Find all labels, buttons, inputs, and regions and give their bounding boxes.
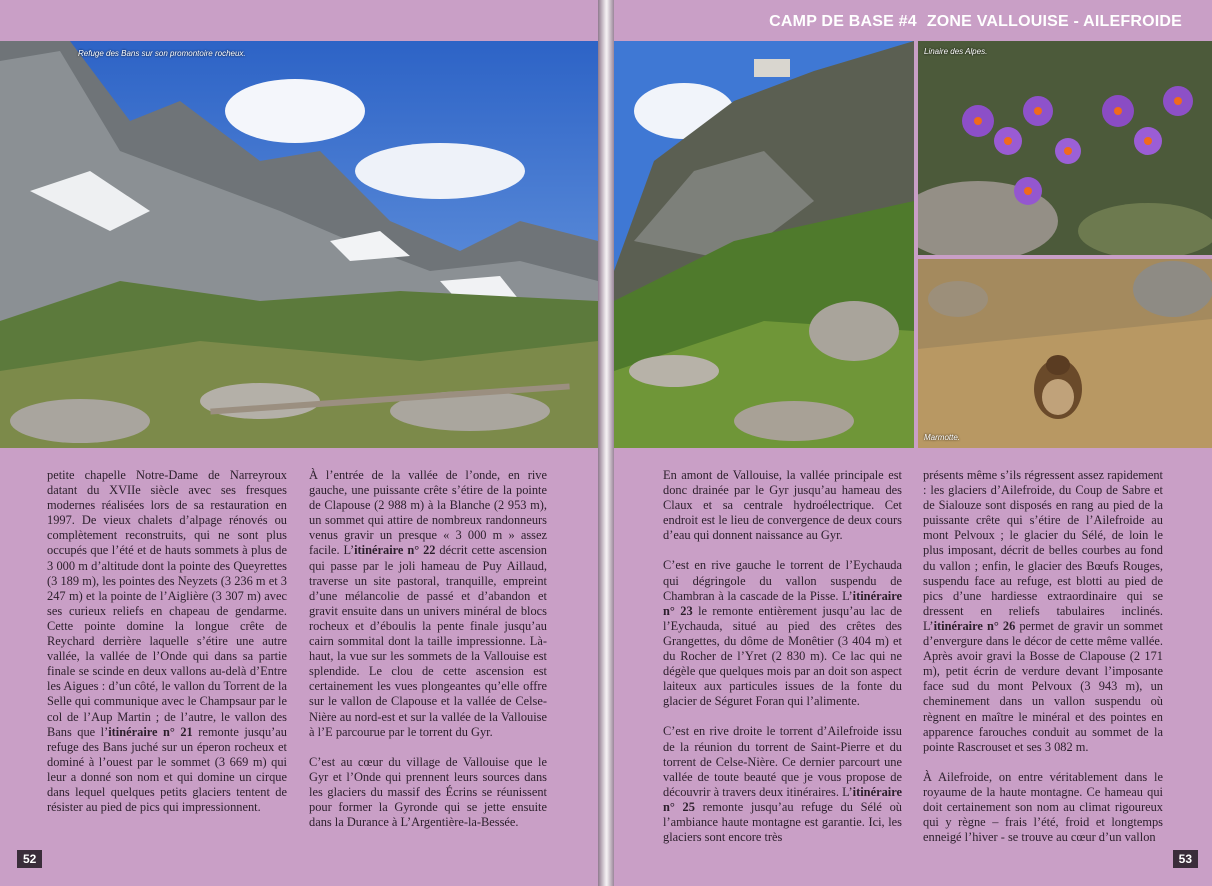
paragraph: remonte jusqu’au refuge du Sélé où l’ambiance haute montagne est garantie. Ici, les glaciers sont encore très [663,799,902,845]
section-header [769,0,1212,44]
mountain-photo-left [0,41,598,448]
text-column-1 [47,468,287,830]
paragraph: le remonte entièrement jusqu’au lac de l’Eychauda, situé au pied des crêtes des Grangettes, du dôme de Monêtier (3 404 m) et du Rocher de l’Yret (2 830 m). Ce lac qui ne dégèle que quelques mois par an doit son aspect laiteux aux particules issues de la fonte du glacier de Séguret Foran qui l’alimente. [663,603,902,709]
marmot-photo [918,259,1212,448]
photo-caption: Linaire des Alpes. [924,47,988,56]
itinerary-ref: itinéraire n° 22 [354,543,436,558]
photo-caption: Refuge des Bans sur son promontoire rocheux. [78,49,246,58]
zone-title: ZONE VALLOUISE - AILEFROIDE [926,13,1182,30]
right-page [614,0,1212,886]
paragraph: À Ailefroide, on entre véritablement dans le royaume de la haute montagne. Ce hameau qui doit certainement son nom au climat rigoureux qui y règne – frais l’été, froid et longtemps enneigé l’hiver - se trouve au cœur d’un vallon [923,769,1163,845]
text-column-4 [923,468,1163,860]
mountain-photo-right [614,41,914,448]
paragraph: petite chapelle Notre-Dame de Narreyroux datant du XVIIe siècle avec ses fresques modernes réalisées lors de sa restauration en 1997. De vieux chalets d’alpage rénovés ou complètement reconstruits, qui ne sont plus occupés que l’été et de hauts sommets à plus de 3 000 m d’altitude dont la pointe des Queyrettes (3 189 m), les pointes des Neyzets (3 236 m et 3 247 m) et la pointe de l’Aiglière (3 307 m) avec ses curieux reliefs en chapeau de gendarme. Cette pointe domine la longue crête de Reychard derrière laquelle s’étire une autre vallée, la vallée de l’Onde qui dans sa partie finale se scinde en deux vallons au-delà d’Entre les Aigues : d’un côté, le vallon du Torrent de la Selle qui communique avec le Champsaur par le col de l’Aup Martin ; de l’autre, le vallon des Bans que l’ [47,468,287,739]
itinerary-ref: itinéraire n° 23 [663,588,902,618]
paragraph: remonte jusqu’au refuge des Bans juché sur un éperon rocheux et dominé à l’ouest par le sommet (3 669 m) qui leur a donné son nom et qui domine un cirque dans lequel quelques petits glaciers tentent de résister au pied de pics qui impressionnent. [47,724,287,815]
paragraph: C’est au cœur du village de Vallouise que le Gyr et l’Onde qui prennent leurs sources dans les glaciers du massif des Écrins se réunissent pour former la Gyronde qui se jette ensuite dans la Durance à L’Argentière-la-Bessée. [309,754,547,830]
photo-caption: Marmotte. [924,433,961,442]
itinerary-ref: itinéraire n° 25 [663,784,902,814]
flower-photo [918,41,1212,255]
page-number-right: 53 [1173,850,1198,868]
itinerary-ref: itinéraire n° 21 [108,724,193,739]
paragraph: présents même s’ils régressent assez rapidement : les glaciers d’Ailefroide, du Coup de Sabre et de Sialouze sont disposés en rang au pied de la puissante crête qui s’étire de l’Ailefroide au mont Pelvoux ; le glacier du Sélé, de loin le plus imposant, décrit de belles courbes au fond du vallon ; enfin, le glacier des Bœufs Rouges, suspendu face au refuge, est blotti au pied de pics d’une hardiesse extraordinaire qui se dressent en reliefs tabulaires inclinés. L’ [923,468,1163,633]
binding-gutter [598,0,614,886]
series-title: CAMP DE BASE #4 [769,13,917,30]
paragraph: En amont de Vallouise, la vallée principale est donc drainée par le Gyr jusqu’au hameau des Claux et sa centrale hydroélectrique. Cet endroit est le lieu de convergence de deux cours d’eau qui donnent naissance au Gyr. [663,468,902,543]
paragraph: C’est en rive droite le torrent d’Ailefroide issu de la réunion du torrent de Saint-Pierre et du torrent de Celse-Nière. Ce dernier parcourt une vallée de toute beauté que je vous propose de découvrir à travers deux itinéraires. L’ [663,724,902,799]
text-column-3 [663,468,902,860]
paragraph: décrit cette ascension qui passe par le joli hameau de Puy Aillaud, traverse un site pastoral, tranquille, empreint d’une mélancolie de passé et d’abandon et gravit ensuite dans un univers minéral de blocs rocheux et d’éboulis la pente finale jusqu’au cairn sommital dont la taille impressionne. Là-haut, la vue sur les sommets de la Vallouise est splendide. Le clou de cette ascension est certainement les vues plongeantes qu’elle offre sur le vallon de Clapouse et la vallée de Celse-Nière au nord-est et sur la vallée de la Vallouise à l’E parcourue par le torrent du Gyr. [309,543,547,739]
left-page [0,0,598,886]
paragraph: À l’entrée de la vallée de l’onde, en rive gauche, une puissante crête s’étire de la pointe de Clapouse (2 988 m) à la Blanche (2 953 m), un sommet qui attire de nombreux randonneurs venus gravir un presque « 3 000 m » assez facile. L’ [309,468,547,558]
text-column-2 [309,468,547,845]
itinerary-ref: itinéraire n° 26 [933,618,1016,633]
paragraph: permet de gravir un sommet d’envergure dans le décor de cette même vallée. Après avoir gravi la Bosse de Clapouse (2 171 m), petit écrin de verdure devant l’imposante face sud du mont Pelvoux (3 943 m), un cheminement dans un vallon suspendu où règnent en maître le minéral et des pointes en apparence farouches conduit au sommet de la pointe Rascrouset et ses 3 082 m. [923,618,1163,754]
paragraph: C’est en rive gauche le torrent de l’Eychauda qui dégringole du vallon suspendu de Chambran à la cascade de la Pisse. L’ [663,558,902,603]
page-number-left: 52 [17,850,42,868]
